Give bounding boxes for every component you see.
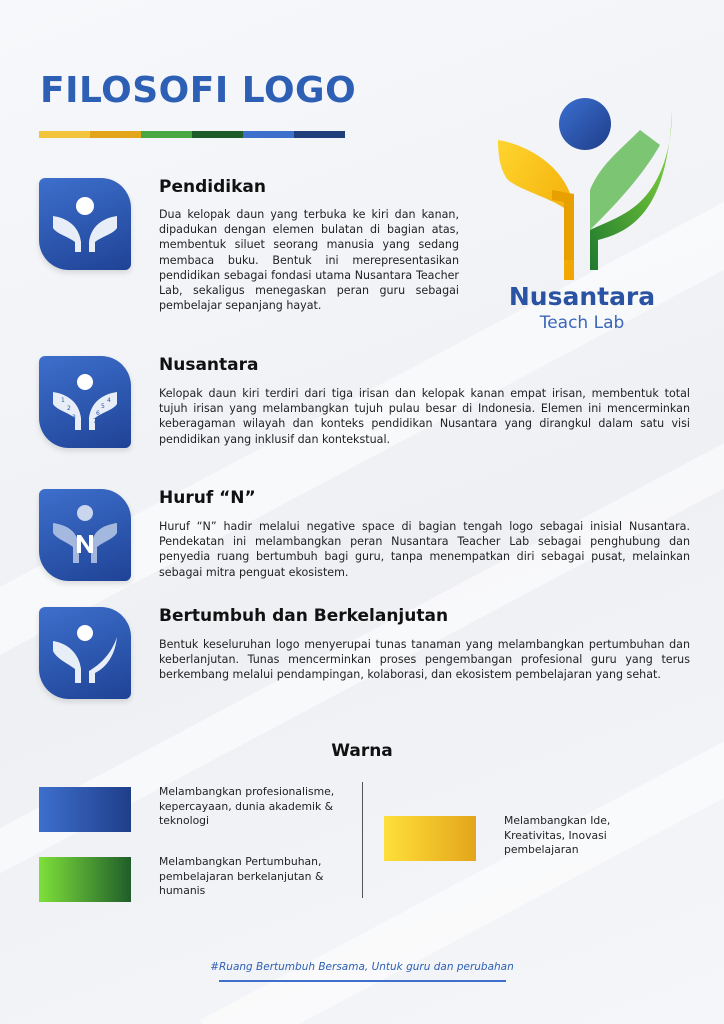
section-text: Bentuk keseluruhan logo menyerupai tunas tanaman yang melambangkan pertumbuhan dan keberlanjutan. Tunas mencerminkan proses pengembangan profesional guru yang terus berkembang melalui pendampingan, kolaborasi, dan ekosistem pembelajaran yang sehat.: [159, 638, 690, 682]
color-bar-segment: [243, 131, 294, 138]
section-text: Huruf “N” hadir melalui negative space di bagian tengah logo sebagai inisial Nusantara. Pendekatan ini melambangkan peran Nusantara Teacher Lab sebagai penghubung dan penyedia ruang bertumbuh bagi guru, tanpa menempatkan diri sebagai pusat, melainkan sebagai mitra penguat ekosistem.: [159, 520, 690, 579]
segment-number: 4: [107, 397, 111, 404]
section-title: Bertumbuh dan Berkelanjutan: [159, 606, 449, 626]
bertumbuh-badge: [39, 607, 131, 699]
green-swatch: [39, 857, 131, 902]
footer-underline: [219, 980, 506, 982]
section-title: Nusantara: [159, 355, 259, 375]
segment-number: 1: [61, 397, 65, 404]
color-bar-segment: [192, 131, 243, 138]
seven-segment-leaves-icon: [47, 364, 123, 440]
segment-number: 5: [101, 403, 105, 410]
color-bar: [39, 131, 345, 138]
segment-number: 3: [72, 414, 76, 421]
yellow-swatch: [384, 816, 476, 861]
color-bar-segment: [141, 131, 192, 138]
pendidikan-badge: [39, 178, 131, 270]
section-text: Kelopak daun kiri terdiri dari tiga irisan dan kelopak kanan empat irisan, membentuk total tujuh irisan yang melambangkan tujuh pulau besar di Indonesia. Elemen ini mencerminkan keberagaman wilayah dan konteks pendidikan Nusantara yang dirangkul dalam satu visi pendidikan yang inklusif dan kontekstual.: [159, 387, 690, 446]
blue-swatch: [39, 787, 131, 832]
segment-number: 7: [93, 418, 97, 425]
open-book-person-icon: [47, 186, 123, 262]
logo-subtitle: Teach Lab: [539, 313, 625, 333]
nusantara-badge: [39, 356, 131, 448]
letter-n-icon: [47, 497, 123, 573]
footer-tagline: #Ruang Bertumbuh Bersama, Untuk guru dan perubahan: [210, 961, 514, 973]
logo-name: Nusantara: [508, 282, 656, 311]
section-text: Dua kelopak daun yang terbuka ke kiri dan kanan, dipadukan dengan elemen bulatan di bagian atas, membentuk siluet seorang manusia yang sedang membaca buku. Bentuk ini merepresentasikan pendidikan sebagai fondasi utama Nusantara Teacher Lab, sekaligus menegaskan peran guru sebagai pembelajar sepanjang hayat.: [159, 208, 459, 313]
green-swatch-label: Melambangkan Pertumbuhan, pembelajaran berkelanjutan & humanis: [159, 855, 324, 897]
segment-number: 6: [96, 410, 100, 417]
divider: [362, 782, 363, 898]
color-bar-segment: [39, 131, 90, 138]
huruf-n-badge: [39, 489, 131, 581]
color-bar-segment: [90, 131, 141, 138]
section-title: Huruf “N”: [159, 488, 256, 508]
section-title: Pendidikan: [159, 177, 266, 197]
warna-title: Warna: [331, 741, 393, 761]
page-title: FILOSOFI LOGO: [40, 70, 357, 111]
yellow-swatch-label: Melambangkan Ide, Kreativitas, Inovasi pembelajaran: [504, 814, 611, 856]
sprout-icon: [47, 615, 123, 691]
blue-swatch-label: Melambangkan profesionalisme, kepercayaan, dunia akademik & teknologi: [159, 785, 335, 827]
segment-number: 2: [67, 405, 71, 412]
color-bar-segment: [294, 131, 345, 138]
